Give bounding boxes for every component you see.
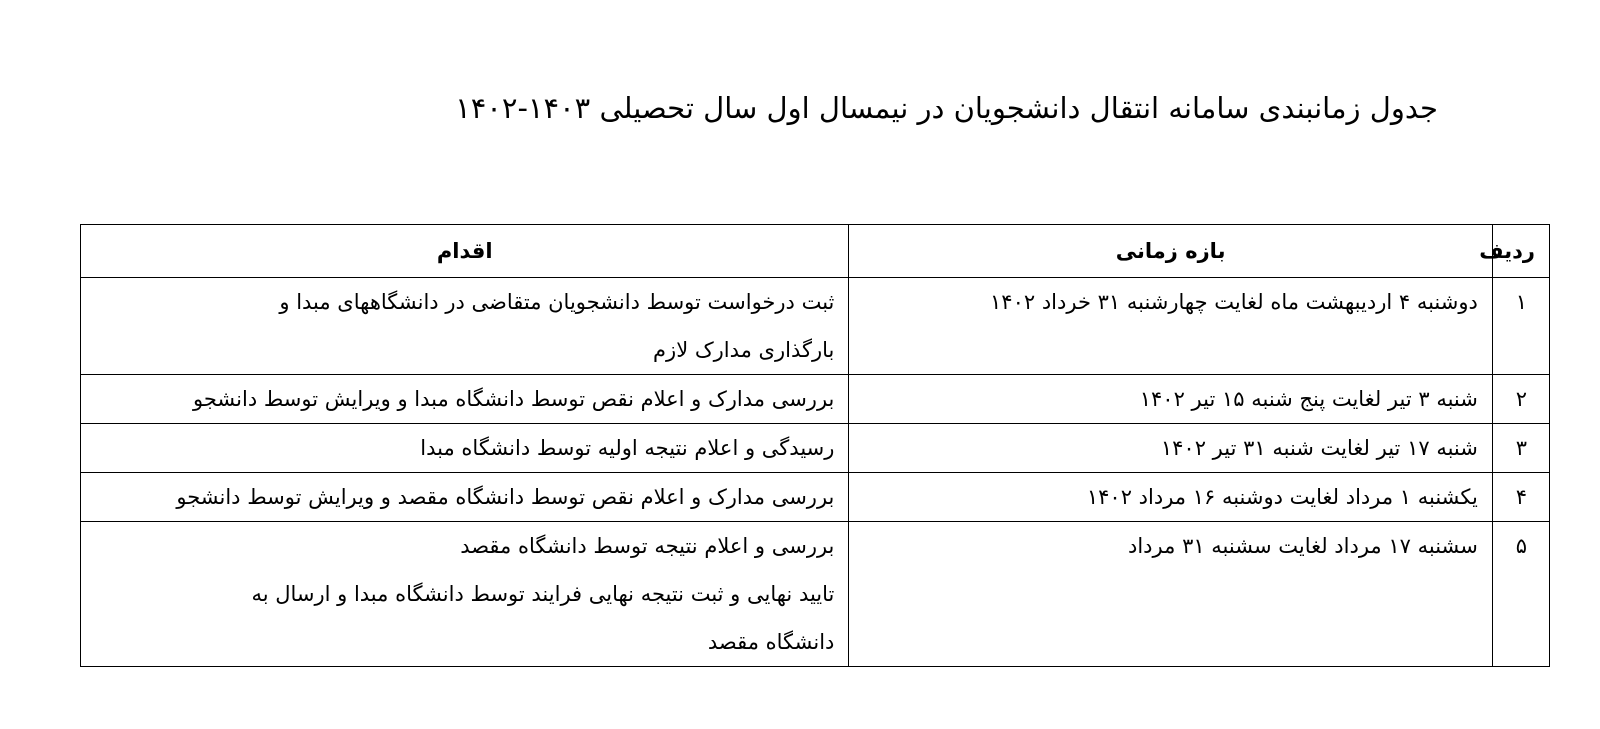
action-line: تایید نهایی و ثبت نتیجه نهایی فرایند توسط دانشگاه مبدا و ارسال به <box>251 582 835 606</box>
row-number: ۳ <box>1492 424 1549 473</box>
table-row <box>81 424 1550 473</box>
row-action <box>81 522 849 667</box>
row-number: ۵ <box>1492 522 1549 667</box>
table-row <box>81 375 1550 424</box>
table-row <box>81 278 1550 375</box>
row-number: ۴ <box>1492 473 1549 522</box>
row-number: ۱ <box>1492 278 1549 375</box>
schedule-table <box>80 224 1550 667</box>
row-number: ۲ <box>1492 375 1549 424</box>
header-period: بازه زمانی <box>849 225 1492 278</box>
action-line: ثبت درخواست توسط دانشجویان متقاضی در دانشگاههای مبدا و <box>279 290 835 314</box>
action-line: بررسی مدارک و اعلام نقص توسط دانشگاه مقصد و ویرایش توسط دانشجو <box>176 485 835 509</box>
row-action <box>81 278 849 375</box>
action-line: بررسی و اعلام نتیجه توسط دانشگاه مقصد <box>460 534 835 558</box>
action-line: بارگذاری مدارک لازم <box>653 338 835 362</box>
table-row <box>81 522 1550 667</box>
action-line: بررسی مدارک و اعلام نقص توسط دانشگاه مبدا و ویرایش توسط دانشجو <box>193 387 835 411</box>
header-action: اقدام <box>81 225 849 278</box>
document-title: جدول زمانبندی سامانه انتقال دانشجویان در نیمسال اول سال تحصیلی ۱۴۰۳-۱۴۰۲ <box>455 91 1438 125</box>
table-row <box>81 473 1550 522</box>
action-line: دانشگاه مقصد <box>707 630 835 654</box>
row-action <box>81 473 849 522</box>
table-header-row <box>81 225 1550 278</box>
row-action <box>81 375 849 424</box>
row-period: سشنبه ۱۷ مرداد لغایت سشنبه ۳۱ مرداد <box>849 522 1492 667</box>
action-line: رسیدگی و اعلام نتیجه اولیه توسط دانشگاه مبدا <box>420 436 835 460</box>
row-period: دوشنبه ۴ اردیبهشت ماه لغایت چهارشنبه ۳۱ خرداد ۱۴۰۲ <box>849 278 1492 375</box>
row-period: یکشنبه ۱ مرداد لغایت دوشنبه ۱۶ مرداد ۱۴۰۲ <box>849 473 1492 522</box>
header-radif: ردیف <box>1492 225 1549 278</box>
row-period: شنبه ۳ تیر لغایت پنج شنبه ۱۵ تیر ۱۴۰۲ <box>849 375 1492 424</box>
row-period: شنبه ۱۷ تیر لغایت شنبه ۳۱ تیر ۱۴۰۲ <box>849 424 1492 473</box>
row-action <box>81 424 849 473</box>
